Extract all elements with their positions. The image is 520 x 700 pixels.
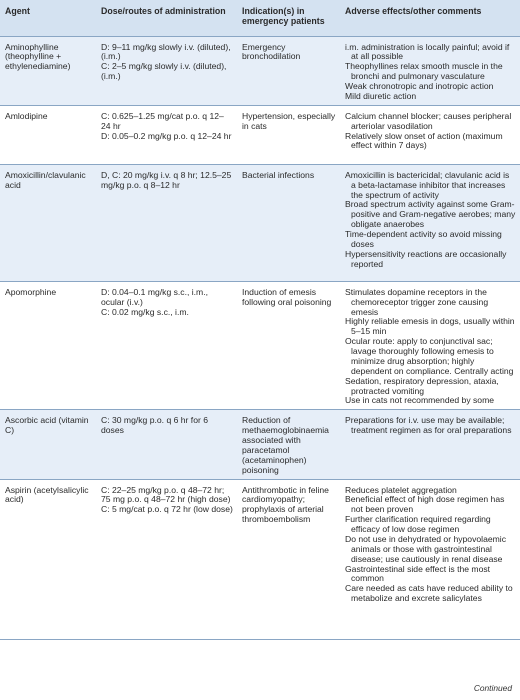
table-row	[0, 36, 520, 105]
comments-cell	[340, 479, 520, 639]
comment-line: i.m. administration is locally painful; avoid if at all possible	[345, 41, 510, 62]
indication-cell: Reduction of methaemoglobinaemia associated with paracetamol (acetaminophen) poisoning	[237, 410, 340, 479]
comment-line: Stimulates dopamine receptors in the chemoreceptor trigger zone causing emesis	[345, 286, 489, 317]
comment-line: Sedation, respiratory depression, ataxia, protracted vomiting	[345, 375, 499, 396]
dose-cell	[96, 36, 237, 105]
comment-line: Hypersensitivity reactions are occasionally reported	[345, 248, 507, 269]
continued-note: Continued	[473, 683, 512, 693]
indication-cell: Antithrombotic in feline cardiomyopathy; prophylaxis of arterial thromboembolism	[237, 479, 340, 639]
indication-cell: Hypertension, especially in cats	[237, 105, 340, 164]
table-row	[0, 281, 520, 410]
comment-line: Amoxicillin is bactericidal; clavulanic acid is a beta-lactamase inhibitor that increases the spectrum of activity	[345, 169, 510, 200]
comments-cell	[340, 105, 520, 164]
table-row	[0, 410, 520, 479]
table-row	[0, 164, 520, 281]
dose-line: C: 0.02 mg/kg s.c., i.m.	[101, 306, 189, 317]
agent-cell: Apomorphine	[0, 281, 96, 410]
comment-line: Time-dependent activity so avoid missing doses	[345, 229, 502, 249]
comments-cell	[340, 164, 520, 281]
dose-cell	[96, 281, 237, 410]
dose-line: D: 0.05–0.2 mg/kg p.o. q 12–24 hr	[101, 130, 232, 141]
dose-cell	[96, 479, 237, 639]
indication-cell: Bacterial infections	[237, 164, 340, 281]
indication-cell: Induction of emesis following oral poisoning	[237, 281, 340, 410]
agent-cell: Amlodipine	[0, 105, 96, 164]
comment-line: Beneficial effect of high dose regimen has not been proven	[345, 494, 505, 515]
comment-line: Highly reliable emesis in dogs, usually within 5–15 min	[345, 316, 515, 337]
dose-line: D, C: 20 mg/kg i.v. q 8 hr; 12.5–25 mg/kg p.o. q 8–12 hr	[101, 169, 232, 190]
dose-cell	[96, 164, 237, 281]
table-body	[0, 36, 520, 639]
dose-line: D: 0.04–0.1 mg/kg s.c., i.m., ocular (i.v.)	[101, 286, 208, 307]
header-indication: Indication(s) in emergency patients	[237, 0, 340, 36]
header-dose: Dose/routes of administration	[96, 0, 237, 36]
dose-line: C: 22–25 mg/kg p.o. q 48–72 hr; 75 mg p.o. q 48–72 hr (high dose)	[101, 484, 231, 505]
comment-line: Reduces platelet aggregation	[345, 484, 457, 495]
comment-line: Preparations for i.v. use may be available; treatment regimen as for oral preparations	[345, 415, 512, 436]
comment-line: Calcium channel blocker; causes peripheral arteriolar vasodilation	[345, 110, 512, 131]
dose-line: D: 9–11 mg/kg slowly i.v. (diluted), (i.m.)	[101, 41, 231, 62]
dose-line: C: 0.625–1.25 mg/cat p.o. q 12–24 hr	[101, 110, 224, 131]
table-header	[0, 0, 520, 36]
comment-line: Do not use in dehydrated or hypovolaemic animals or those with gastrointestinal disease; use cautiously in renal disease	[345, 533, 506, 564]
agent-cell: Ascorbic acid (vitamin C)	[0, 410, 96, 479]
comment-line: Theophyllines relax smooth muscle in the bronchi and pulmonary vasculature	[345, 61, 503, 82]
header-comments: Adverse effects/other comments	[340, 0, 520, 36]
dose-cell	[96, 410, 237, 479]
indication-cell: Emergency bronchodilation	[237, 36, 340, 105]
comment-line: Relatively slow onset of action (maximum effect within 7 days)	[345, 130, 503, 151]
comment-line: Weak chronotropic and inotropic action	[345, 81, 494, 91]
comment-line: Care needed as cats have reduced ability to metabolize and excrete salicylates	[345, 583, 513, 604]
comment-line: Further clarification required regarding efficacy of low dose regimen	[345, 514, 491, 534]
header-agent: Agent	[0, 0, 96, 36]
comments-cell	[340, 410, 520, 479]
comment-line: Use in cats not recommended by some	[345, 395, 495, 406]
agent-cell: Aspirin (acetylsalicylic acid)	[0, 479, 96, 639]
table-row	[0, 105, 520, 164]
dose-line: C: 5 mg/cat p.o. q 72 hr (low dose)	[101, 504, 233, 515]
dose-line: C: 30 mg/kg p.o. q 6 hr for 6 doses	[101, 415, 208, 436]
comments-cell	[340, 36, 520, 105]
comments-cell	[340, 281, 520, 410]
header-row	[0, 0, 520, 36]
comment-line: Broad spectrum activity against some Gram-positive and Gram-negative aerobes; many obligate anaerobes	[345, 199, 516, 230]
agent-cell: Amoxicillin/clavulanic acid	[0, 164, 96, 281]
dose-cell	[96, 105, 237, 164]
dose-line: C: 2–5 mg/kg slowly i.v. (diluted), (i.m.)	[101, 61, 227, 82]
comment-line: Mild diuretic action	[345, 90, 417, 101]
table-row	[0, 479, 520, 639]
agent-cell: Aminophylline (theophylline + ethylenediamine)	[0, 36, 96, 105]
comment-line: Gastrointestinal side effect is the most common	[345, 563, 491, 584]
comment-line: Ocular route: apply to conjunctival sac; lavage thoroughly following emesis to minimize drug absorption; highly dependent on compliance. Centrally acting	[345, 336, 514, 376]
